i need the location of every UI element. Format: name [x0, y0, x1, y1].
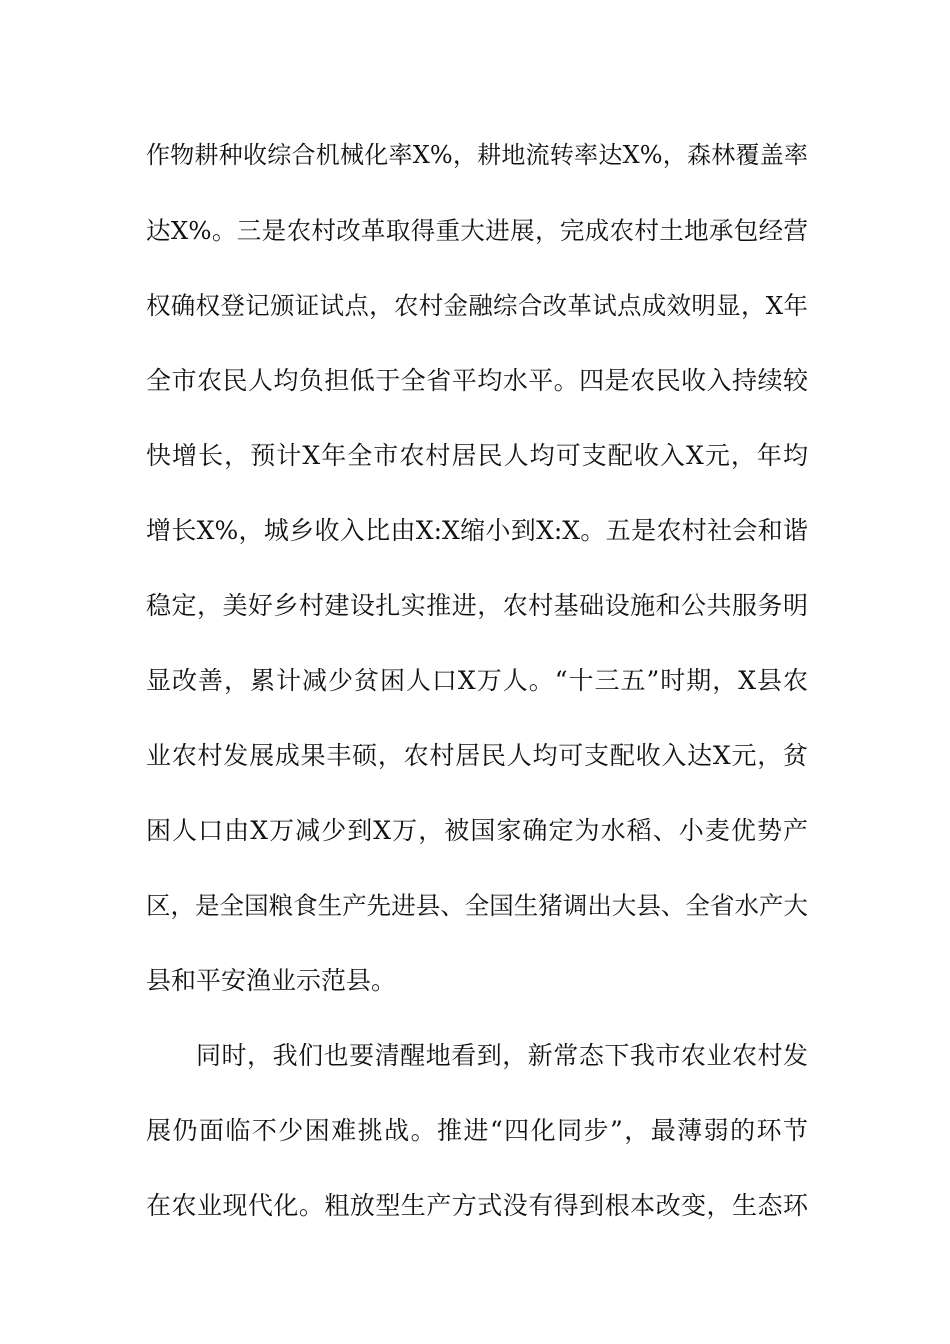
text-line: 展仍面临不少困难挑战。推进“四化同步”，最薄弱的环节 — [146, 1116, 808, 1145]
text-line: 区，是全国粮食生产先进县、全国生猪调出大县、全省水产大 — [146, 891, 808, 920]
text-line: 达X%。三是农村改革取得重大进展，完成农村土地承包经营 — [146, 216, 808, 245]
paragraph-start-line: 同时，我们也要清醒地看到，新常态下我市农业农村发 — [196, 1041, 808, 1070]
text-line: 在农业现代化。粗放型生产方式没有得到根本改变，生态环 — [146, 1191, 808, 1220]
text-line: 权确权登记颁证试点，农村金融综合改革试点成效明显，X年 — [146, 291, 808, 320]
text-line: 稳定，美好乡村建设扎实推进，农村基础设施和公共服务明 — [146, 591, 808, 620]
document-body — [146, 118, 808, 1243]
text-line: 快增长，预计X年全市农村居民人均可支配收入X元，年均 — [146, 441, 808, 470]
text-line: 增长X%，城乡收入比由X:X缩小到X:X。五是农村社会和谐 — [146, 516, 808, 545]
text-line: 全市农民人均负担低于全省平均水平。四是农民收入持续较 — [146, 366, 808, 395]
paragraph-end-line: 县和平安渔业示范县。 — [146, 966, 397, 995]
text-line: 显改善，累计减少贫困人口X万人。“十三五”时期，X县农 — [146, 666, 808, 695]
text-line: 困人口由X万减少到X万，被国家确定为水稻、小麦优势产 — [146, 816, 808, 845]
text-line: 作物耕种收综合机械化率X%，耕地流转率达X%，森林覆盖率 — [146, 141, 808, 169]
text-line: 业农村发展成果丰硕，农村居民人均可支配收入达X元，贫 — [146, 741, 808, 770]
